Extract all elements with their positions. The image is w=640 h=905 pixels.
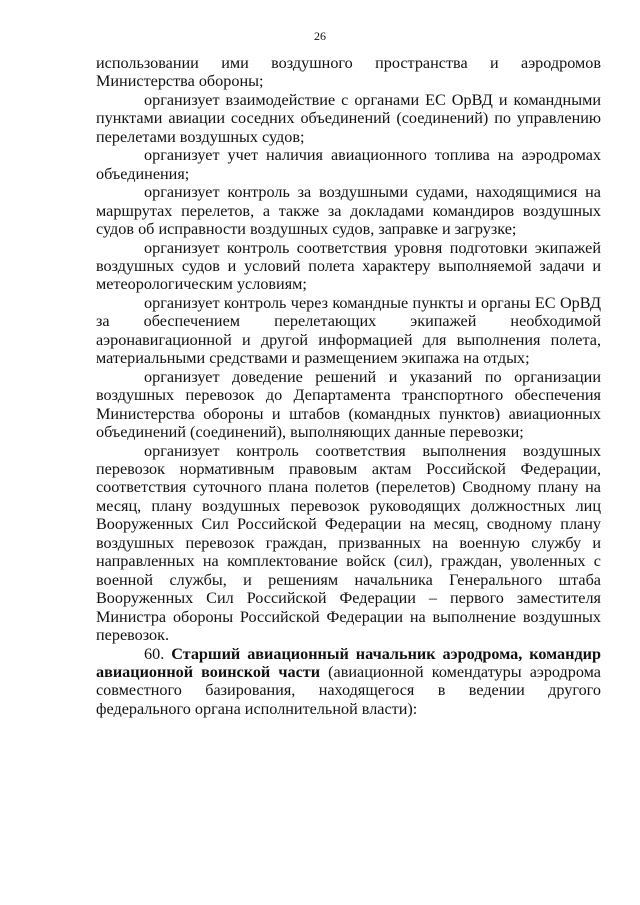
page-number: 26 bbox=[314, 29, 326, 43]
section-heading: Старший авиационный начальник аэродрома, командир авиационной воинской части bbox=[96, 644, 601, 681]
paragraph: организует контроль за воздушными судами, находящимися на маршрутах перелетов, а также за докладами командиров воздушных судов об исправности воздушных судов, заправке и загрузке; bbox=[96, 183, 601, 239]
paragraph: организует учет наличия авиационного топлива на аэродромах объединения; bbox=[96, 146, 601, 183]
section-number: 60. bbox=[144, 644, 165, 663]
paragraph: организует контроль через командные пункты и органы ЕС ОрВД за обеспечением перелетающих экипажей необходимой аэронавигационной и другой информацией для выполнения полета, материальными средствами и размещением экипажа на отдых; bbox=[96, 293, 601, 368]
paragraph: организует контроль соответствия выполнения воздушных перевозок нормативным правовым актам Российской Федерации, соответствия суточного плана полетов (перелетов) Сводному плану на месяц, плану воздушных перевозок руководящих должностных лиц Вооруженных Сил Российской Федерации на месяц, сводному плану воздушных перевозок граждан, призванных на военную службу и направленных на комплектование войск (сил), граждан, уволенных с военной службы, и решениям начальника Генерального штаба Вооруженных Сил Российской Федерации – первого заместителя Министра обороны Российской Федерации на выполнение воздушных перевозок. bbox=[96, 441, 601, 645]
paragraph: использовании ими воздушного пространства и аэродромов Министерства обороны; bbox=[96, 54, 601, 91]
document-body bbox=[96, 54, 601, 718]
paragraph: организует взаимодействие с органами ЕС ОрВД и командными пунктами авиации соседних объединений (соединений) по управлению перелетами воздушных судов; bbox=[96, 90, 601, 146]
section-60-paragraph bbox=[96, 645, 601, 719]
section-text: (авиационной комендатуры аэродрома совместного базирования, находящегося в ведении другого федерального органа исполнительной власти): bbox=[96, 662, 601, 718]
paragraph: организует доведение решений и указаний по организации воздушных перевозок до Департамента транспортного обеспечения Министерства обороны и штабов (командных пунктов) авиационных объединений (соединений), выполняющих данные перевозки; bbox=[96, 367, 601, 442]
paragraph: организует контроль соответствия уровня подготовки экипажей воздушных судов и условий полета характеру выполняемой задачи и метеорологическим условиям; bbox=[96, 238, 601, 294]
